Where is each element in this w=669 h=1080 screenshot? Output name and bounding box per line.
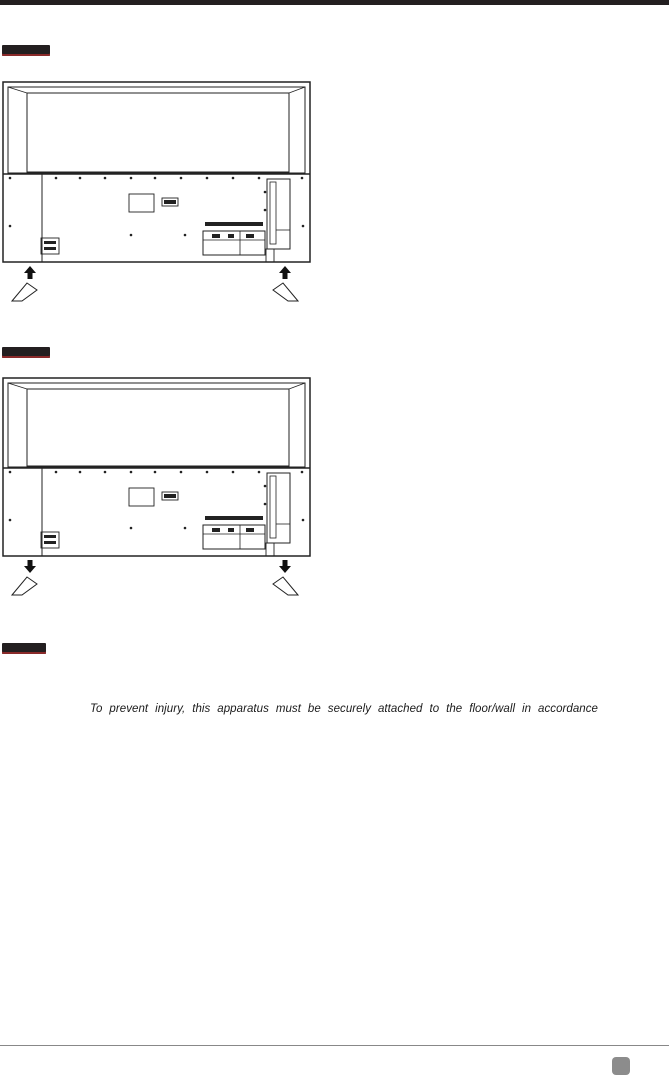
- footer-rule: [0, 1045, 669, 1046]
- warning-text: To prevent injury, this apparatus must be securely attached to the floor/wall in accordance: [90, 703, 598, 715]
- figure-attach-stand: [0, 80, 330, 320]
- page-number-badge: [612, 1057, 630, 1075]
- step-tab-1: [2, 45, 50, 56]
- step-tab-3: [2, 643, 46, 654]
- tv-rear-diagram-2: [0, 376, 330, 606]
- tv-rear-diagram-1: [0, 80, 330, 320]
- header-rule: [0, 0, 669, 5]
- step-tab-2: [2, 347, 50, 358]
- figure-remove-stand: [0, 376, 330, 606]
